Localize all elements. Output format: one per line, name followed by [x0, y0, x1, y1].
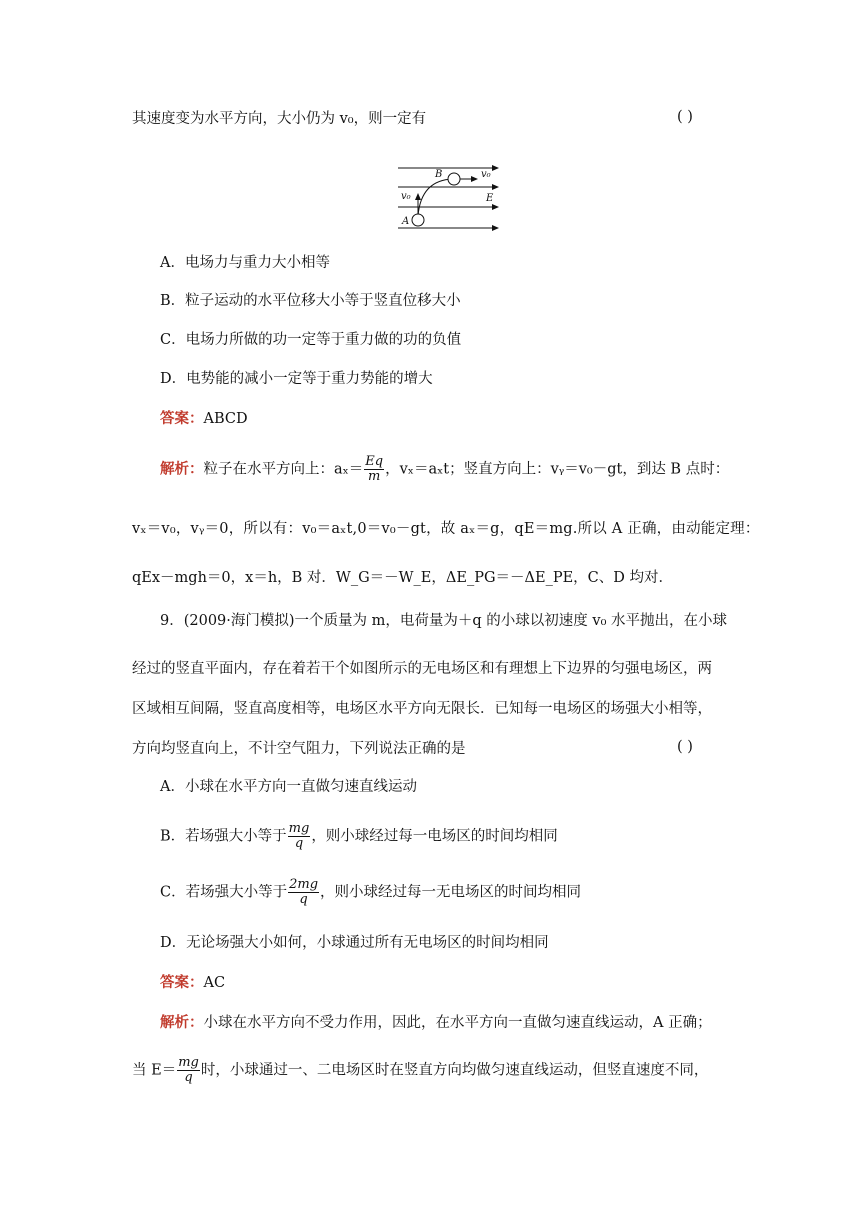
q9-analysis-line-1 [160, 1013, 712, 1033]
label-e: E [486, 193, 494, 204]
q8-option-d: D．电势能的减小一定等于重力势能的增大 [160, 371, 433, 387]
q9-analysis-line-2: 当 E＝ $\frac{mg}{q}$ 时，小球通过一、二电场区时在竖直方向均做匀速直线运动，但竖直速度不同， [132, 1055, 709, 1085]
q9-option-a: A．小球在水平方向一直做匀速直线运动 [160, 779, 417, 795]
electric-field-figure [393, 160, 503, 236]
fraction: $\frac{mg}{q}$ [178, 1055, 199, 1085]
ball-b [448, 173, 460, 185]
analysis-label: 解析： [160, 1014, 204, 1031]
answer-value: ABCD [203, 411, 248, 427]
q8-option-a: A．电场力与重力大小相等 [160, 255, 330, 271]
ball-a [412, 214, 424, 226]
label-a: A [402, 216, 410, 227]
label-v0-left: v₀ [401, 191, 411, 202]
q9-stem-line-3: 区域相互间隔，竖直高度相等，电场区水平方向无限长．已知每一电场区的场强大小相等， [132, 701, 712, 717]
q8-answer-paren: ( ) [677, 109, 693, 125]
q9-answer [160, 973, 225, 993]
analysis-label: 解析： [160, 460, 204, 478]
answer-label: 答案： [160, 410, 204, 427]
q8-analysis-line-3: qEx－mgh＝0，x＝h，B 对．W_G＝－W_E，ΔE_PG＝－ΔE_PE，C、D 均对． [132, 570, 674, 586]
q8-option-b: B．粒子运动的水平位移大小等于竖直位移大小 [160, 293, 461, 309]
q8-analysis-line-2: vₓ＝v₀，vᵧ＝0，所以有：v₀＝aₓt,0＝v₀－gt，故 aₓ＝g，qE＝mg.所以 A 正确，由动能定理： [132, 521, 760, 537]
analysis-text: 小球在水平方向不受力作用，因此，在水平方向一直做匀速直线运动，A 正确； [203, 1015, 712, 1031]
analysis-text: ，vₓ＝aₓt；竖直方向上：vᵧ＝v₀－gt，到达 B 点时： [385, 461, 730, 478]
q8-answer [160, 409, 248, 429]
q9-option-b: B．若场强大小等于 $\frac{mg}{q}$ ，则小球经过每一电场区的时间均相同 [160, 821, 558, 851]
q9-stem-line-2: 经过的竖直平面内，存在着若干个如图所示的无电场区和有理想上下边界的匀强电场区，两 [132, 661, 712, 677]
answer-value: AC [203, 975, 226, 991]
fraction: $\frac{mg}{q}$ [288, 821, 310, 851]
q9-option-d: D．无论场强大小如何，小球通过所有无电场区的时间均相同 [160, 935, 549, 951]
answer-label: 答案： [160, 974, 204, 991]
fraction: $\frac{Eq}{m}$ [365, 454, 384, 484]
label-b: B [435, 169, 443, 180]
q8-analysis-line-1 [160, 455, 729, 484]
q9-answer-paren: ( ) [677, 739, 693, 755]
q8-option-c: C．电场力所做的功一定等于重力做的功的负值 [160, 332, 462, 348]
q9-stem-line-4: 方向均竖直向上，不计空气阻力，下列说法正确的是 [132, 741, 466, 757]
q9-stem-line-1: 9．(2009·海门模拟)一个质量为 m，电荷量为＋q 的小球以初速度 v₀ 水平抛出，在小球 [160, 613, 728, 629]
q8-stem-tail: 其速度变为水平方向，大小仍为 v₀，则一定有 [132, 111, 427, 127]
fraction: $\frac{2mg}{q}$ [289, 877, 319, 907]
q9-option-c: C．若场强大小等于 $\frac{2mg}{q}$ ，则小球经过每一无电场区的时间均相同 [160, 877, 582, 907]
analysis-text: 粒子在水平方向上：aₓ＝ [203, 461, 364, 478]
trajectory-curve [418, 179, 453, 216]
label-v0-top: v₀ [481, 169, 491, 180]
